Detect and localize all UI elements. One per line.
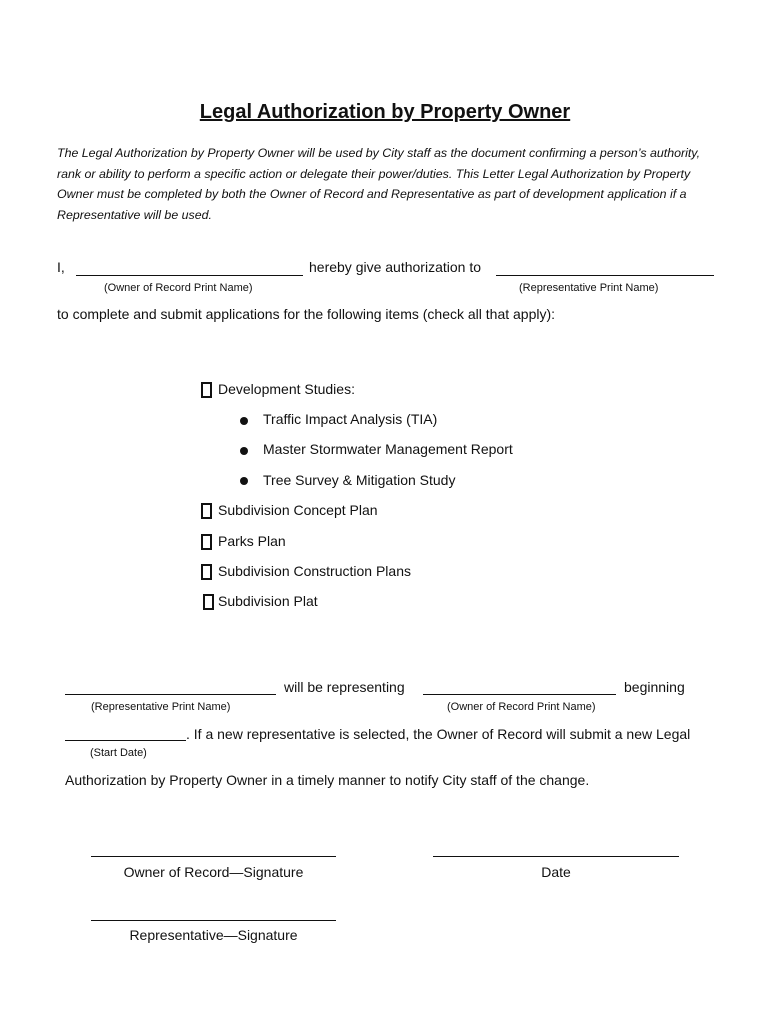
owner-name-field[interactable]	[76, 275, 303, 276]
owner-name-caption-2: (Owner of Record Print Name)	[447, 701, 596, 713]
parks-plan-label: Parks Plan	[218, 533, 286, 549]
will-be-representing-text: will be representing	[284, 679, 405, 695]
owner-signature-field[interactable]	[91, 856, 336, 857]
auth-continuation: to complete and submit applications for the following items (check all that apply):	[57, 306, 556, 322]
sub-item-stormwater: Master Stormwater Management Report	[263, 441, 513, 457]
date-label: Date	[541, 864, 571, 880]
page-title: Legal Authorization by Property Owner	[199, 101, 571, 123]
development-studies-checkbox[interactable]	[201, 382, 212, 398]
owner-name-caption: (Owner of Record Print Name)	[104, 282, 253, 294]
parks-plan-checkbox[interactable]	[201, 534, 212, 550]
beginning-text: beginning	[624, 679, 685, 695]
new-representative-text: . If a new representative is selected, the Owner of Record will submit a new Legal	[186, 726, 691, 742]
subdivision-concept-plan-checkbox[interactable]	[201, 503, 212, 519]
bullet-icon	[240, 417, 248, 425]
subdivision-plat-label: Subdivision Plat	[218, 593, 318, 609]
representative-name-caption: (Representative Print Name)	[519, 282, 659, 294]
owner-name-field-2[interactable]	[423, 694, 616, 695]
intro-paragraph: The Legal Authorization by Property Owner will be used by City staff as the document confirming a person’s authority, rank or ability to perform a specific action or delegate their power/duties. This Letter Legal Authorization by Property Owner must be completed by both the Owner of Record and Representative as part of development application if a Representative will be used.	[57, 146, 701, 222]
sub-item-tree-survey: Tree Survey & Mitigation Study	[263, 472, 456, 488]
development-studies-label: Development Studies:	[218, 381, 355, 397]
auth-middle-text: hereby give authorization to	[309, 259, 481, 275]
date-field[interactable]	[433, 856, 679, 857]
bullet-icon	[240, 477, 248, 485]
owner-signature-label: Owner of Record—Signature	[123, 864, 304, 880]
subdivision-plat-checkbox[interactable]	[203, 594, 214, 610]
representative-name-caption-2: (Representative Print Name)	[91, 701, 231, 713]
representative-signature-label: Representative—Signature	[129, 927, 298, 943]
start-date-caption: (Start Date)	[90, 747, 147, 759]
representative-name-field-2[interactable]	[65, 694, 276, 695]
subdivision-construction-plans-checkbox[interactable]	[201, 564, 212, 580]
sub-item-tia: Traffic Impact Analysis (TIA)	[263, 411, 438, 427]
closing-paragraph: Authorization by Property Owner in a timely manner to notify City staff of the change.	[65, 772, 590, 788]
representative-name-field[interactable]	[496, 275, 714, 276]
representative-signature-field[interactable]	[91, 920, 336, 921]
start-date-field[interactable]	[65, 740, 186, 741]
subdivision-construction-plans-label: Subdivision Construction Plans	[218, 563, 411, 579]
bullet-icon	[240, 447, 248, 455]
auth-prefix: I,	[57, 259, 65, 275]
subdivision-concept-plan-label: Subdivision Concept Plan	[218, 502, 378, 518]
